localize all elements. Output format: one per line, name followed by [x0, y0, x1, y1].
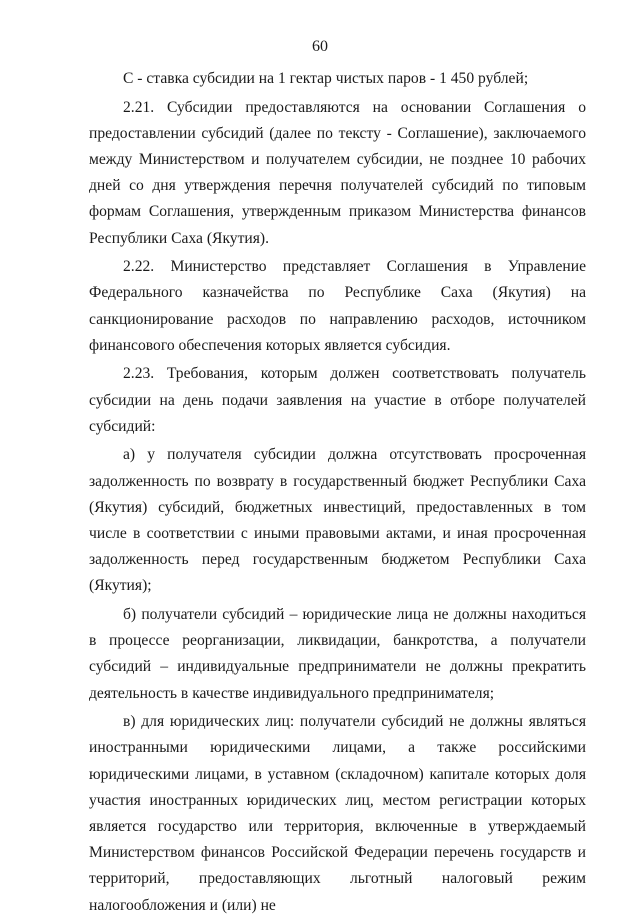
paragraph-2-23: 2.23. Требования, которым должен соответствовать получатель субсидии на день подачи заявления на участие в отборе получателей субсидий:: [89, 365, 586, 435]
document-body: [89, 66, 586, 919]
paragraph-item-v: в) для юридических лиц: получатели субсидий не должны являться иностранными юридическими лицами, а также российскими юридическими лицами, в уставном (складочном) капитале которых доля участия иностранных юридических лиц, местом регистрации которых является государство или территория, включенные в утверждаемый Министерством финансов Российской Федерации перечень государств и территорий, предоставляющих льготный налоговый режим налогообложения и (или) не: [89, 713, 586, 914]
paragraph-item-b: б) получатели субсидий – юридические лица не должны находиться в процессе реорганизации, ликвидации, банкротства, а получатели субсидий – индивидуальные предприниматели не должны прекратить деятельность в качестве индивидуального предпринимателя;: [89, 606, 586, 702]
paragraph-2-22: 2.22. Министерство представляет Соглашения в Управление Федерального казначейства по Республике Саха (Якутия) на санкционирование расходов по направлению расходов, источником финансового обеспечения которых является субсидия.: [89, 258, 586, 354]
paragraph-subsidy-rate: С - ставка субсидии на 1 гектар чистых паров - 1 450 рублей;: [123, 70, 529, 87]
paragraph-2-21: 2.21. Субсидии предоставляются на основании Соглашения о предоставлении субсидий (далее по тексту - Соглашение), заключаемого между Министерством и получателем субсидии, не позднее 10 рабочих дней со дня утверждения перечня получателей субсидий по типовым формам Соглашения, утвержденным приказом Министерства финансов Республики Саха (Якутия).: [89, 98, 586, 247]
paragraph-item-a: а) у получателя субсидии должна отсутствовать просроченная задолженность по возврату в государственный бюджет Республики Саха (Якутия) субсидий, бюджетных инвестиций, предоставленных в том числе в соответствии с иными правовыми актами, и иная просроченная задолженность перед государственным бюджетом Республики Саха (Якутия);: [89, 446, 586, 595]
page-number: 60: [312, 38, 328, 55]
